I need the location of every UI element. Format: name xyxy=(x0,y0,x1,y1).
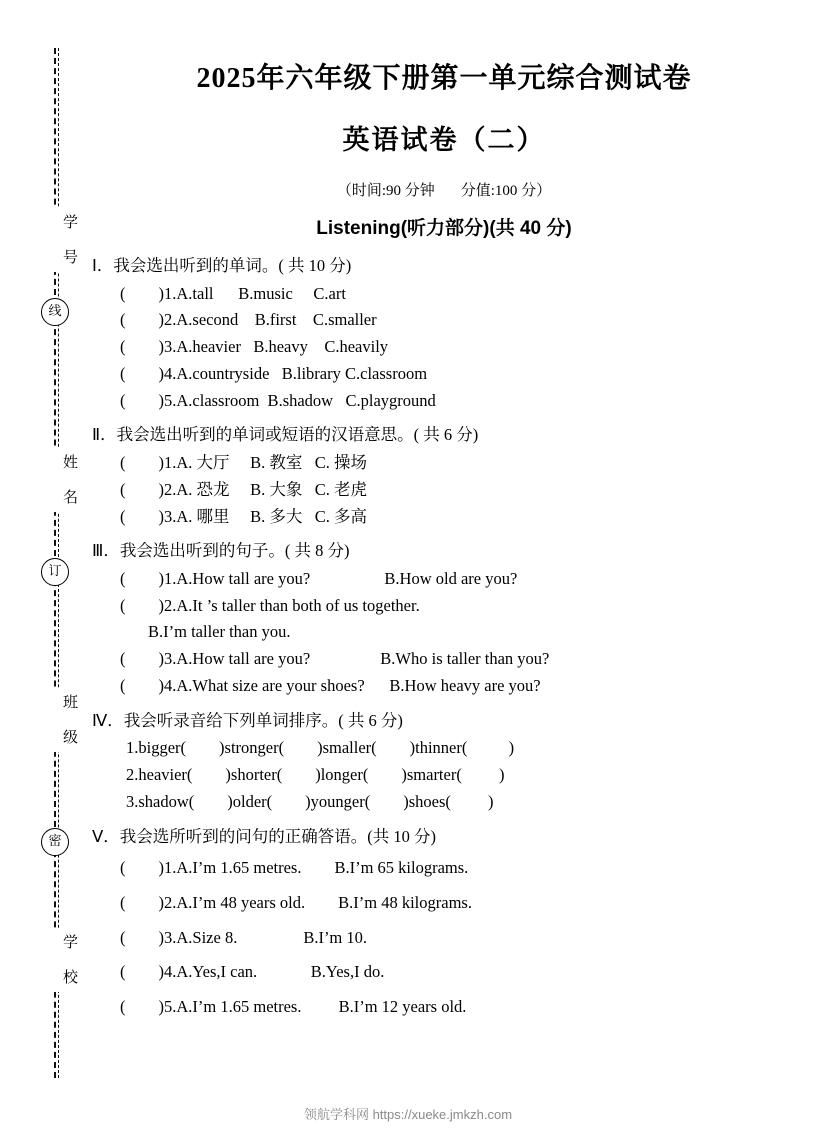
question-heading-1: Ⅰ．我会选出听到的单词。( 共 10 分) xyxy=(92,256,352,275)
question-line: ( )2.A. 恐龙 B. 大象 C. 老虎 xyxy=(120,479,368,499)
footer-watermark: 领航学科网 https://xueke.jmkzh.com xyxy=(303,1107,513,1122)
question-line: ( )3.A.heavier B.heavy C.heavily xyxy=(120,337,389,357)
sidebar-label-class: 班 级 xyxy=(36,688,80,752)
question-line: ( )3.A. 哪里 B. 多大 C. 多高 xyxy=(120,506,368,526)
exam-paper xyxy=(86,0,802,1145)
sidebar-label-name: 姓 名 xyxy=(36,448,80,512)
exam-duration: （时间:90 分钟 xyxy=(336,183,435,199)
question-line: ( )4.A.What size are your shoes? B.How heavy are you? xyxy=(120,675,541,695)
question-heading-2: Ⅱ．我会选出听到的单词或短语的汉语意思。( 共 6 分) xyxy=(92,425,479,445)
question-line: ( )1.A.I’m 1.65 metres. B.I’m 65 kilograms. xyxy=(120,858,469,878)
question-line: ( )5.A.I’m 1.65 metres. B.I’m 12 years old. xyxy=(120,996,467,1016)
question-line: 2.heavier( )shorter( )longer( )smarter( ) xyxy=(126,765,505,785)
seal-circle-mi: 密 xyxy=(41,828,69,856)
exam-meta xyxy=(86,157,802,200)
question-line: ( )1.A. 大厅 B. 教室 C. 操场 xyxy=(120,453,368,473)
question-heading-4: Ⅳ．我会听录音给下列单词排序。( 共 6 分) xyxy=(92,710,403,730)
question-line: ( )4.A.countryside B.library C.classroom xyxy=(120,363,428,383)
question-line: 1.bigger( )stronger( )smaller( )thinner( ) xyxy=(126,738,515,758)
question-line: ( )3.A.How tall are you? B.Who is taller than you? xyxy=(120,649,550,669)
seal-circle-xian: 线 xyxy=(41,298,69,326)
question-line: ( )2.A.I’m 48 years old. B.I’m 48 kilograms. xyxy=(120,892,472,912)
binding-strip xyxy=(28,48,82,1078)
question-line: ( )2.A.It ’s taller than both of us together. xyxy=(120,595,420,615)
question-heading-5: Ⅴ．我会选所听到的问句的正确答语。(共 10 分) xyxy=(92,826,437,846)
question-line: ( )3.A.Size 8. B.I’m 10. xyxy=(120,927,368,947)
question-line: ( )1.A.How tall are you? B.How old are you? xyxy=(120,569,518,588)
question-line: ( )5.A.classroom B.shadow C.playground xyxy=(120,390,436,410)
question-line: ( )1.A.tall B.music C.art xyxy=(120,283,346,303)
seal-circle-ding: 订 xyxy=(41,558,69,586)
question-line: 3.shadow( )older( )younger( )shoes( ) xyxy=(126,791,494,811)
question-line: ( )4.A.Yes,I can. B.Yes,I do. xyxy=(120,962,385,982)
question-heading-3: Ⅲ．我会选出听到的句子。( 共 8 分) xyxy=(92,541,350,561)
question-line: ( )2.A.second B.first C.smaller xyxy=(120,310,377,330)
question-line: B.I’m taller than you. xyxy=(148,622,291,642)
sidebar-label-school: 学 校 xyxy=(36,928,80,992)
page-subtitle: 英语试卷（二） xyxy=(342,125,546,155)
exam-total-score: 分值:100 分） xyxy=(460,183,552,199)
listening-section-heading: Listening(听力部分)(共 40 分) xyxy=(316,218,572,239)
page-title: 2025年六年级下册第一单元综合测试卷 xyxy=(196,63,692,94)
sidebar-label-student-number: 学 号 xyxy=(36,208,80,272)
